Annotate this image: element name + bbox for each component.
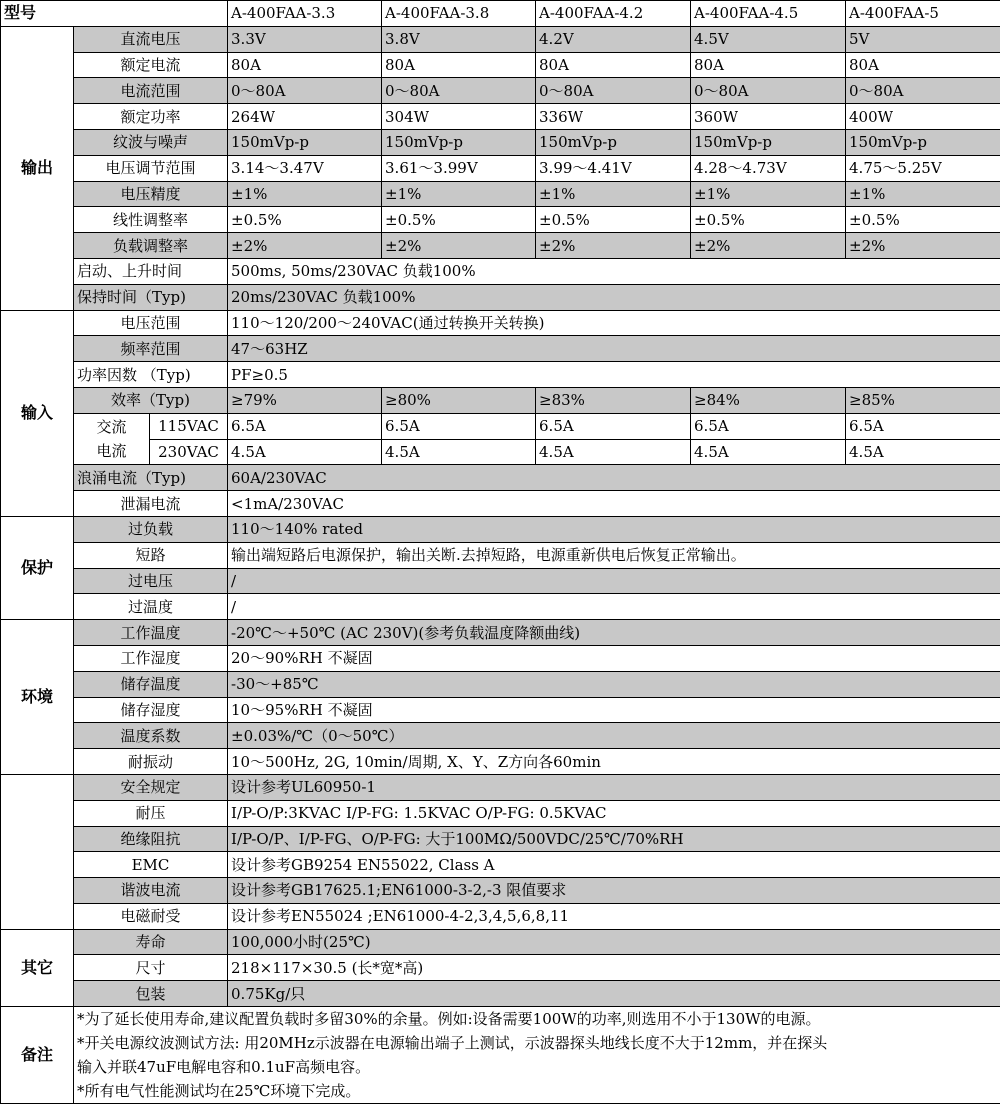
spec-label: 额定电流 bbox=[74, 52, 228, 78]
spec-row bbox=[1, 413, 1000, 439]
spec-value: -30～+85℃ bbox=[228, 671, 1000, 697]
spec-value: 304W bbox=[382, 104, 536, 130]
spec-value: 80A bbox=[228, 52, 382, 78]
spec-value: 3.3V bbox=[228, 26, 382, 52]
spec-label: 电磁耐受 bbox=[74, 903, 228, 929]
spec-row bbox=[1, 903, 1000, 929]
spec-value: ≥85% bbox=[846, 387, 1000, 413]
spec-row bbox=[1, 491, 1000, 517]
spec-label: 安全规定 bbox=[74, 774, 228, 800]
spec-value: 500ms, 50ms/230VAC 负载100% bbox=[228, 258, 1000, 284]
spec-label: 保持时间（Typ) bbox=[74, 284, 228, 310]
spec-label: 启动、上升时间 bbox=[74, 258, 228, 284]
spec-value: ≥79% bbox=[228, 387, 382, 413]
spec-label: 浪涌电流（Typ) bbox=[74, 465, 228, 491]
spec-value: 3.14～3.47V bbox=[228, 155, 382, 181]
spec-value: / bbox=[228, 568, 1000, 594]
spec-value: ±2% bbox=[846, 233, 1000, 259]
spec-value: PF≥0.5 bbox=[228, 362, 1000, 388]
category-protection: 保护 bbox=[1, 516, 74, 619]
spec-value: 设计参考GB17625.1;EN61000-3-2,-3 限值要求 bbox=[228, 878, 1000, 904]
spec-value: 20ms/230VAC 负载100% bbox=[228, 284, 1000, 310]
spec-row bbox=[1, 568, 1000, 594]
spec-value: ±1% bbox=[228, 181, 382, 207]
spec-row bbox=[1, 749, 1000, 775]
spec-value: 0.75Kg/只 bbox=[228, 981, 1000, 1007]
spec-row bbox=[1, 181, 1000, 207]
category-output: 输出 bbox=[1, 26, 74, 310]
spec-value: 4.5A bbox=[691, 439, 846, 465]
spec-value: 80A bbox=[846, 52, 1000, 78]
category-environment: 环境 bbox=[1, 620, 74, 775]
spec-row bbox=[1, 155, 1000, 181]
spec-value: I/P-O/P、I/P-FG、O/P-FG: 大于100MΩ/500VDC/25℃/70%RH bbox=[228, 826, 1000, 852]
spec-row bbox=[1, 104, 1000, 130]
spec-row bbox=[1, 439, 1000, 465]
spec-label: 短路 bbox=[74, 542, 228, 568]
spec-label: 电压调节范围 bbox=[74, 155, 228, 181]
spec-label: 工作温度 bbox=[74, 620, 228, 646]
spec-row bbox=[1, 516, 1000, 542]
spec-value: 20～90%RH 不凝固 bbox=[228, 645, 1000, 671]
spec-value: ≥84% bbox=[691, 387, 846, 413]
spec-label: 线性调整率 bbox=[74, 207, 228, 233]
spec-row bbox=[1, 362, 1000, 388]
spec-row bbox=[1, 258, 1000, 284]
spec-label: 尺寸 bbox=[74, 955, 228, 981]
spec-value: 6.5A bbox=[536, 413, 691, 439]
spec-label: 电流范围 bbox=[74, 78, 228, 104]
spec-value: 0～80A bbox=[691, 78, 846, 104]
spec-value: ±1% bbox=[846, 181, 1000, 207]
model-name: A-400FAA-4.2 bbox=[536, 1, 691, 27]
spec-label: 温度系数 bbox=[74, 723, 228, 749]
spec-row bbox=[1, 774, 1000, 800]
spec-row bbox=[1, 387, 1000, 413]
spec-value: 设计参考UL60950-1 bbox=[228, 774, 1000, 800]
header-row bbox=[1, 1, 1000, 27]
ac-current-label: 交流 电流 bbox=[74, 413, 150, 465]
spec-value: 360W bbox=[691, 104, 846, 130]
spec-row bbox=[1, 645, 1000, 671]
spec-value: 3.99～4.41V bbox=[536, 155, 691, 181]
spec-value: 输出端短路后电源保护，输出关断.去掉短路，电源重新供电后恢复正常输出。 bbox=[228, 542, 1000, 568]
model-name: A-400FAA-5 bbox=[846, 1, 1000, 27]
spec-value: I/P-O/P:3KVAC I/P-FG: 1.5KVAC O/P-FG: 0.5KVAC bbox=[228, 800, 1000, 826]
spec-label: 功率因数 （Typ) bbox=[74, 362, 228, 388]
model-header: 型号 bbox=[1, 1, 228, 27]
spec-value: 6.5A bbox=[691, 413, 846, 439]
spec-label: 储存温度 bbox=[74, 671, 228, 697]
spec-value: 4.5A bbox=[536, 439, 691, 465]
spec-label: 纹波与噪声 bbox=[74, 129, 228, 155]
spec-label: 工作湿度 bbox=[74, 645, 228, 671]
model-name: A-400FAA-4.5 bbox=[691, 1, 846, 27]
spec-value: 150mVp-p bbox=[228, 129, 382, 155]
spec-value: ±1% bbox=[536, 181, 691, 207]
spec-value: 4.5A bbox=[846, 439, 1000, 465]
spec-row bbox=[1, 26, 1000, 52]
spec-value: ±0.5% bbox=[228, 207, 382, 233]
spec-value: 5V bbox=[846, 26, 1000, 52]
category-safety bbox=[1, 774, 74, 929]
spec-value: 0～80A bbox=[536, 78, 691, 104]
spec-value: 150mVp-p bbox=[691, 129, 846, 155]
spec-value: 0～80A bbox=[228, 78, 382, 104]
spec-label: 过温度 bbox=[74, 594, 228, 620]
notes-text bbox=[74, 1007, 1000, 1104]
spec-value: ≥83% bbox=[536, 387, 691, 413]
model-name: A-400FAA-3.3 bbox=[228, 1, 382, 27]
spec-value: 6.5A bbox=[228, 413, 382, 439]
spec-value: 100,000小时(25℃) bbox=[228, 929, 1000, 955]
spec-value: ±0.5% bbox=[691, 207, 846, 233]
spec-value: 3.8V bbox=[382, 26, 536, 52]
spec-row bbox=[1, 697, 1000, 723]
spec-row bbox=[1, 336, 1000, 362]
note-line: *为了延长使用寿命,建议配置负载时多留30%的余量。例如:设备需要100W的功率,则选用不小于130W的电源。 bbox=[77, 1007, 997, 1031]
spec-value: 110～140% rated bbox=[228, 516, 1000, 542]
spec-row bbox=[1, 723, 1000, 749]
spec-value: 400W bbox=[846, 104, 1000, 130]
spec-row bbox=[1, 129, 1000, 155]
spec-value: ±1% bbox=[691, 181, 846, 207]
spec-value: 218×117×30.5 (长*宽*高) bbox=[228, 955, 1000, 981]
spec-value: ±2% bbox=[536, 233, 691, 259]
spec-value: 80A bbox=[536, 52, 691, 78]
spec-label: 电压精度 bbox=[74, 181, 228, 207]
spec-row bbox=[1, 594, 1000, 620]
spec-value: ±1% bbox=[382, 181, 536, 207]
spec-label: 耐压 bbox=[74, 800, 228, 826]
spec-label: EMC bbox=[74, 852, 228, 878]
spec-label: 115VAC bbox=[150, 413, 228, 439]
spec-value: ±0.5% bbox=[846, 207, 1000, 233]
spec-label: 储存湿度 bbox=[74, 697, 228, 723]
spec-label: 绝缘阻抗 bbox=[74, 826, 228, 852]
spec-value: ±2% bbox=[228, 233, 382, 259]
spec-value: -20℃～+50℃ (AC 230V)(参考负载温度降额曲线) bbox=[228, 620, 1000, 646]
spec-row bbox=[1, 233, 1000, 259]
spec-value: ±2% bbox=[691, 233, 846, 259]
note-line: *所有电气性能测试均在25℃环境下完成。 bbox=[77, 1079, 997, 1103]
spec-row bbox=[1, 284, 1000, 310]
spec-value: 60A/230VAC bbox=[228, 465, 1000, 491]
spec-value: 4.75～5.25V bbox=[846, 155, 1000, 181]
spec-row bbox=[1, 207, 1000, 233]
spec-label: 包装 bbox=[74, 981, 228, 1007]
spec-value: 6.5A bbox=[382, 413, 536, 439]
spec-label: 泄漏电流 bbox=[74, 491, 228, 517]
spec-value: ±2% bbox=[382, 233, 536, 259]
spec-value: 4.2V bbox=[536, 26, 691, 52]
spec-value: 4.5A bbox=[382, 439, 536, 465]
spec-value: 110～120/200～240VAC(通过转换开关转换) bbox=[228, 310, 1000, 336]
note-line: *开关电源纹波测试方法: 用20MHz示波器在电源输出端子上测试，示波器探头地线长度不大于12mm，并在探头 bbox=[77, 1031, 997, 1055]
spec-value: / bbox=[228, 594, 1000, 620]
spec-value: 80A bbox=[382, 52, 536, 78]
spec-label: 谐波电流 bbox=[74, 878, 228, 904]
notes-row bbox=[1, 1007, 1000, 1104]
spec-label: 寿命 bbox=[74, 929, 228, 955]
spec-row bbox=[1, 52, 1000, 78]
spec-value: 设计参考GB9254 EN55022, Class A bbox=[228, 852, 1000, 878]
spec-label: 负载调整率 bbox=[74, 233, 228, 259]
spec-label: 过负载 bbox=[74, 516, 228, 542]
note-line: 输入并联47uF电解电容和0.1uF高频电容。 bbox=[77, 1055, 997, 1079]
spec-row bbox=[1, 826, 1000, 852]
category-notes: 备注 bbox=[1, 1007, 74, 1104]
spec-value: ≥80% bbox=[382, 387, 536, 413]
spec-row bbox=[1, 542, 1000, 568]
spec-value: 80A bbox=[691, 52, 846, 78]
spec-row bbox=[1, 310, 1000, 336]
spec-value: 264W bbox=[228, 104, 382, 130]
spec-value: 0～80A bbox=[846, 78, 1000, 104]
spec-value: 设计参考EN55024 ;EN61000-4-2,3,4,5,6,8,11 bbox=[228, 903, 1000, 929]
spec-row bbox=[1, 671, 1000, 697]
spec-value: 3.61～3.99V bbox=[382, 155, 536, 181]
spec-value: 0～80A bbox=[382, 78, 536, 104]
spec-value: ±0.5% bbox=[382, 207, 536, 233]
spec-value: 10～95%RH 不凝固 bbox=[228, 697, 1000, 723]
spec-row bbox=[1, 852, 1000, 878]
spec-label: 频率范围 bbox=[74, 336, 228, 362]
spec-label: 过电压 bbox=[74, 568, 228, 594]
spec-value: 6.5A bbox=[846, 413, 1000, 439]
spec-value: ±0.5% bbox=[536, 207, 691, 233]
spec-value: 336W bbox=[536, 104, 691, 130]
spec-label: 电压范围 bbox=[74, 310, 228, 336]
spec-row bbox=[1, 465, 1000, 491]
spec-row bbox=[1, 620, 1000, 646]
spec-row bbox=[1, 78, 1000, 104]
spec-value: 150mVp-p bbox=[536, 129, 691, 155]
spec-row bbox=[1, 981, 1000, 1007]
spec-label: 直流电压 bbox=[74, 26, 228, 52]
spec-value: 4.28～4.73V bbox=[691, 155, 846, 181]
spec-value: 4.5A bbox=[228, 439, 382, 465]
spec-label: 230VAC bbox=[150, 439, 228, 465]
spec-value: 47～63HZ bbox=[228, 336, 1000, 362]
spec-value: 10～500Hz, 2G, 10min/周期, X、Y、Z方向各60min bbox=[228, 749, 1000, 775]
category-input: 输入 bbox=[1, 310, 74, 516]
spec-value: ±0.03%/℃（0～50℃） bbox=[228, 723, 1000, 749]
category-other: 其它 bbox=[1, 929, 74, 1006]
spec-value: 150mVp-p bbox=[846, 129, 1000, 155]
spec-row bbox=[1, 878, 1000, 904]
spec-value: 4.5V bbox=[691, 26, 846, 52]
spec-table-body bbox=[1, 1, 1000, 1104]
spec-value: <1mA/230VAC bbox=[228, 491, 1000, 517]
spec-row bbox=[1, 800, 1000, 826]
spec-row bbox=[1, 929, 1000, 955]
spec-label: 效率（Typ) bbox=[74, 387, 228, 413]
spec-row bbox=[1, 955, 1000, 981]
spec-label: 额定功率 bbox=[74, 104, 228, 130]
model-name: A-400FAA-3.8 bbox=[382, 1, 536, 27]
spec-label: 耐振动 bbox=[74, 749, 228, 775]
spec-value: 150mVp-p bbox=[382, 129, 536, 155]
